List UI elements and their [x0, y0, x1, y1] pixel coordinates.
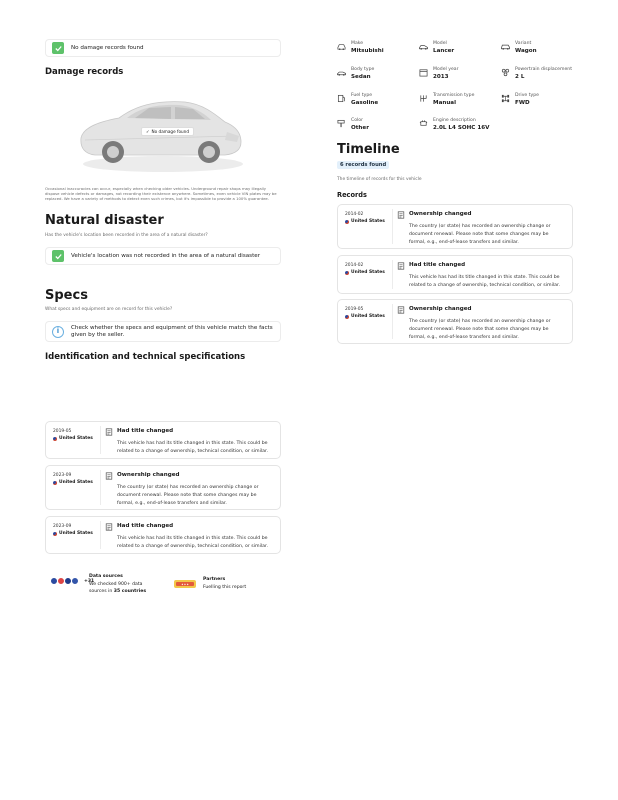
spec-label: Fuel type — [351, 93, 373, 98]
document-icon — [105, 523, 113, 531]
record-country — [53, 480, 93, 485]
specs-question: What specs and equipment are on record for this vehicle? — [45, 307, 173, 312]
natural-disaster-notice — [45, 247, 281, 265]
record-date: 2023-09 — [53, 524, 72, 529]
flag-us-icon — [345, 271, 349, 275]
document-icon — [397, 306, 405, 314]
record-description: The country (or state) has recorded an ownership change or document renewal. Please note that some changes may be formal, e.g., end-of-lease transfers and similar. — [409, 224, 551, 245]
record-divider — [392, 260, 393, 289]
spec-value: 2013 — [433, 74, 449, 80]
timeline-record — [337, 255, 573, 294]
data-sources-line2-text: sources in — [89, 589, 114, 594]
document-icon — [397, 262, 405, 270]
spec-text — [433, 41, 454, 55]
no-damage-badge — [141, 127, 194, 136]
spec-item — [419, 41, 454, 55]
record-title: Ownership changed — [409, 211, 472, 217]
spec-label: Body type — [351, 67, 375, 72]
spec-item — [337, 118, 369, 132]
identification-title: Identification and technical specifications — [45, 352, 246, 362]
flag-us-icon — [345, 220, 349, 224]
calendar-icon — [419, 68, 428, 77]
spec-text — [515, 41, 537, 55]
record-description: This vehicle has had its title changed in this state. This could be related to a change of ownership, technical condition, or similar. — [117, 441, 269, 454]
timeline-subtitle: The timeline of records for this vehicle — [337, 177, 422, 182]
specs-notice-text: Check whether the specs and equipment of this vehicle match the facts given by the seller. — [71, 324, 273, 338]
spec-value: Sedan — [351, 74, 371, 80]
engine-icon — [501, 68, 510, 77]
record-country-text: United States — [59, 436, 93, 441]
data-sources-block — [89, 573, 146, 596]
spec-label: Make — [351, 41, 364, 46]
spec-value: Gasoline — [351, 100, 379, 106]
spec-item — [337, 93, 378, 107]
record-date: 2023-09 — [53, 473, 72, 478]
spec-item — [337, 67, 374, 81]
spec-item — [501, 67, 572, 81]
spec-item — [419, 67, 459, 81]
spec-value: FWD — [515, 100, 530, 106]
spec-label: Variant — [515, 41, 532, 46]
record-description: The country (or state) has recorded an ownership change or document renewal. Please note that some changes may be formal, e.g., end-of-lease transfers and similar. — [409, 319, 551, 340]
spec-text — [515, 67, 572, 81]
partner-logo-icon — [173, 576, 197, 590]
partners-title: Partners — [203, 577, 226, 582]
spec-item — [337, 41, 384, 55]
specs-notice — [45, 321, 281, 342]
badge-check-icon: ✓ — [146, 129, 150, 134]
record-country-text: United States — [351, 270, 385, 275]
record-country-text: United States — [59, 480, 93, 485]
fuel-icon — [337, 94, 346, 103]
spec-item — [501, 41, 537, 55]
record-country-text: United States — [351, 314, 385, 319]
spec-label: Drive type — [515, 93, 539, 98]
engine-desc-icon — [419, 119, 428, 128]
spec-value: Lancer — [433, 48, 455, 54]
record-divider — [100, 521, 101, 549]
timeline-record — [45, 516, 281, 554]
record-description: The country (or state) has recorded an ownership change or document renewal. Please note that some changes may be formal, e.g., end-of-lease transfers and similar. — [117, 485, 259, 506]
flag-us-icon — [345, 315, 349, 319]
record-country — [53, 531, 93, 536]
record-date: 2014-02 — [345, 263, 364, 268]
record-country — [345, 270, 385, 275]
flag-au-icon — [71, 577, 79, 585]
record-title: Had title changed — [409, 262, 466, 268]
spec-text — [351, 67, 374, 81]
car-icon — [337, 42, 346, 51]
spec-text — [433, 67, 459, 81]
spec-value: 2.0L L4 SOHC 16V — [433, 125, 490, 131]
country-flags — [50, 577, 94, 585]
document-icon — [105, 472, 113, 480]
document-icon — [105, 428, 113, 436]
record-country — [345, 314, 385, 319]
spec-label: Transmission type — [433, 93, 475, 98]
spec-value: Wagon — [515, 48, 537, 54]
records-count-badge: 6 records found — [337, 161, 389, 169]
record-country — [53, 436, 93, 441]
car-variant-icon — [501, 42, 510, 51]
spec-label: Model year — [433, 67, 459, 72]
spec-item — [419, 93, 474, 107]
record-divider — [100, 426, 101, 454]
gearbox-icon — [419, 94, 428, 103]
timeline-record — [45, 421, 281, 459]
spec-label: Powertrain displacement — [515, 67, 572, 72]
data-sources-line1: We checked 900+ data — [89, 581, 143, 587]
timeline-record — [337, 204, 573, 249]
timeline-title: Timeline — [337, 142, 400, 157]
natural-disaster-question: Has the vehicle's location been recorded in the area of a natural disaster? — [45, 233, 208, 238]
natural-disaster-title: Natural disaster — [45, 213, 164, 228]
record-date: 2019-05 — [53, 429, 72, 434]
record-title: Ownership changed — [117, 472, 180, 478]
spec-text — [351, 41, 384, 55]
no-damage-notice — [45, 39, 281, 57]
info-icon: i — [52, 326, 64, 338]
record-country-text: United States — [351, 219, 385, 224]
no-damage-badge-text: No damage found — [151, 129, 189, 134]
record-divider — [100, 470, 101, 505]
record-date: 2019-05 — [345, 307, 364, 312]
spec-value: Manual — [433, 100, 456, 106]
record-title: Had title changed — [117, 428, 174, 434]
record-date: 2014-02 — [345, 212, 364, 217]
spec-label: Engine description — [433, 118, 476, 123]
record-description: This vehicle has had its title changed in this state. This could be related to a change of ownership, technical condition, or similar. — [409, 275, 561, 288]
records-heading: Records — [337, 191, 367, 199]
specs-title: Specs — [45, 288, 88, 303]
spec-value: 2 L — [515, 74, 525, 80]
record-divider — [392, 209, 393, 244]
svg-text:✦✦✦: ✦✦✦ — [180, 582, 190, 587]
partners-block — [203, 576, 246, 591]
partners-sub: Fuelling this report — [203, 584, 247, 590]
damage-disclaimer: Occasional inaccuracies can occur, especially when checking older vehicles. Underground repair shops may illegally dispose vehicle defects or damages, not recording their existence anywhere. Sometimes, even vehicle VIN plates may be replaced. We have a variety of methods to detect even such crimes, but it's impossible to provide a 100% guarantee. — [45, 186, 277, 201]
data-sources-title: Data sources — [89, 574, 123, 579]
spec-label: Model — [433, 41, 447, 46]
spec-value: Mitsubishi — [351, 48, 384, 54]
spec-value: Other — [351, 125, 369, 131]
damage-records-title: Damage records — [45, 67, 124, 77]
spec-item — [419, 118, 489, 132]
car-side-icon — [419, 42, 428, 51]
drivetrain-icon — [501, 94, 510, 103]
spec-label: Color — [351, 118, 363, 123]
record-divider — [392, 304, 393, 339]
check-icon — [52, 42, 64, 54]
paint-icon — [337, 119, 346, 128]
spec-item — [501, 93, 539, 107]
record-description: This vehicle has had its title changed in this state. This could be related to a change of ownership, technical condition, or similar. — [117, 536, 269, 549]
timeline-record — [45, 465, 281, 510]
data-sources-line2 — [89, 588, 146, 596]
spec-text — [433, 93, 474, 107]
no-damage-text: No damage records found — [71, 45, 144, 51]
flag-us-icon — [53, 532, 57, 536]
record-country-text: United States — [59, 531, 93, 536]
car-illustration — [75, 92, 245, 176]
record-country — [345, 219, 385, 224]
check-icon — [52, 250, 64, 262]
data-sources-countries: 35 countries — [113, 589, 147, 594]
spec-text — [515, 93, 539, 107]
natural-disaster-text: Vehicle's location was not recorded in the area of a natural disaster — [71, 253, 261, 259]
record-title: Had title changed — [117, 523, 174, 529]
flag-us-icon — [53, 481, 57, 485]
spec-text — [351, 118, 369, 132]
spec-text — [433, 118, 489, 132]
sedan-icon — [337, 68, 346, 77]
timeline-record — [337, 299, 573, 344]
flag-us-icon — [53, 437, 57, 441]
sources-count: +31 — [84, 578, 95, 584]
spec-text — [351, 93, 378, 107]
document-icon — [397, 211, 405, 219]
record-title: Ownership changed — [409, 306, 472, 312]
